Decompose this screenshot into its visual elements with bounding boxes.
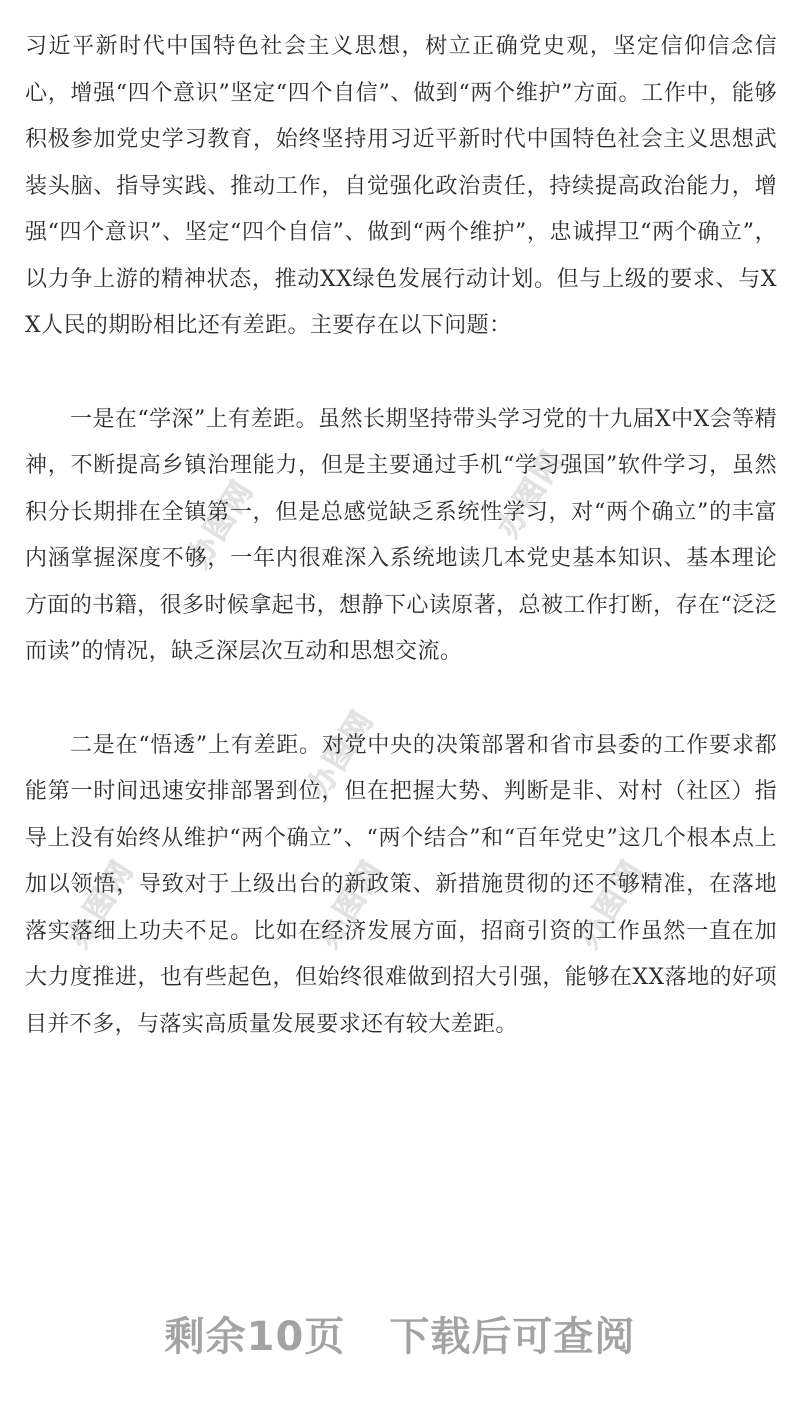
paragraph-spacer bbox=[25, 350, 777, 397]
download-prompt-banner[interactable] bbox=[0, 1305, 800, 1362]
paragraph-issue-two: 二是在“悟透”上有差距。对党中央的决策部署和省市县委的工作要求都能第一时间迅速安排部署到位，但在把握大势、判断是非、对村（社区）指导上没有始终从维护“两个确立”、“两个结合”和“百年党史”这几个根本点上加以领悟，导致对于上级出台的新政策、新措施贯彻的还不够精准，在落地落实落细上功夫不足。比如在经济发展方面，招商引资的工作虽然一直在加大力度推进，也有些起色，但始终很难做到招大引强，能够在XX落地的好项目并不多，与落实高质量发展要求还有较大差距。 bbox=[25, 732, 777, 1037]
document-body bbox=[25, 24, 777, 1048]
watermark-text: 办图网 bbox=[490, 443, 572, 544]
watermark-text: 办图网 bbox=[570, 853, 652, 954]
watermark-text: 办图网 bbox=[310, 853, 392, 954]
paragraph-intro: 习近平新时代中国特色社会主义思想，树立正确党史观，坚定信仰信念信心，增强“四个意识”坚定“四个自信”、做到“两个维护”方面。工作中，能够积极参加党史学习教育，始终坚持用习近平新时代中国特色社会主义思想武装头脑、指导实践、推动工作，自觉强化政治责任，持续提高政治能力，增强“四个意识”、坚定“四个自信”、做到“两个维护”，忠诚捍卫“两个确立”，以力争上游的精神状态，推动XX绿色发展行动计划。但与上级的要求、与XX人民的期盼相比还有差距。主要存在以下问题： bbox=[25, 34, 777, 338]
remaining-pages-label: 剩余10页 bbox=[164, 1314, 346, 1360]
watermark-text: 办图网 bbox=[300, 703, 382, 804]
paragraph-spacer bbox=[25, 676, 777, 723]
paragraph-issue-one: 一是在“学深”上有差距。虽然长期坚持带头学习党的十九届X中X会等精神，不断提高乡镇治理能力，但是主要通过手机“学习强国”软件学习，虽然积分长期排在全镇第一，但是总感觉缺乏系统性学习，对“两个确立”的丰富内涵掌握深度不够，一年内很难深入系统地读几本党史基本知识、基本理论方面的书籍，很多时候拿起书，想静下心读原著，总被工作打断，存在“泛泛而读”的情况，缺乏深层次互动和思想交流。 bbox=[25, 406, 777, 664]
download-hint-label[interactable]: 下载后可查阅 bbox=[389, 1314, 636, 1360]
watermark-text: 办图网 bbox=[60, 853, 142, 954]
watermark-text: 办图网 bbox=[180, 473, 262, 574]
